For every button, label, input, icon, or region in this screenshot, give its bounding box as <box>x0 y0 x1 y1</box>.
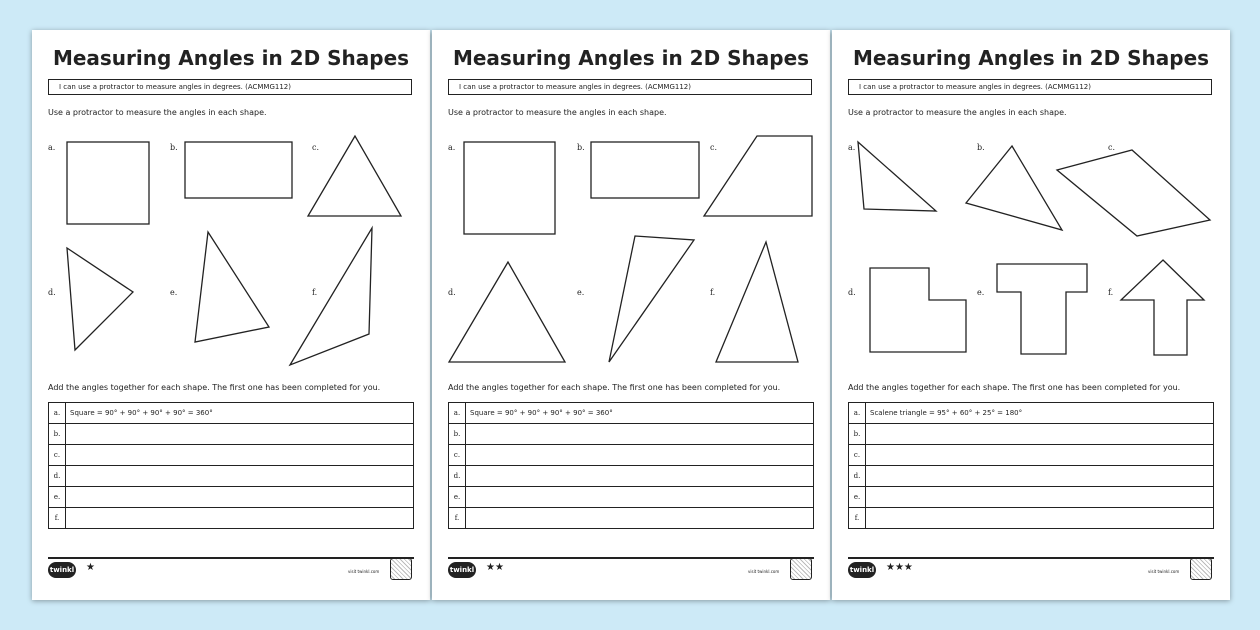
shape-d-triangle <box>67 248 133 350</box>
shape-e-triangle <box>609 236 694 362</box>
table-row <box>49 466 414 487</box>
answer-table <box>848 402 1214 529</box>
worksheet-title: Measuring Angles in 2D Shapes <box>52 46 410 70</box>
learning-objective: I can use a protractor to measure angles in degrees. (ACMMG112) <box>448 79 812 95</box>
shape-label-e: e. <box>170 288 178 297</box>
table-row <box>849 487 1214 508</box>
badge-icon <box>790 558 812 580</box>
answer-cell[interactable] <box>66 466 414 487</box>
measure-instruction: Use a protractor to measure the angles in each shape. <box>848 108 1067 117</box>
row-label: b. <box>449 424 466 445</box>
answer-table <box>448 402 814 529</box>
answer-cell[interactable] <box>66 424 414 445</box>
answer-cell[interactable] <box>66 487 414 508</box>
shape-b-rectangle <box>591 142 699 198</box>
answer-cell[interactable]: Scalene triangle = 95° + 60° + 25° = 180° <box>866 403 1214 424</box>
row-label: e. <box>849 487 866 508</box>
row-label: a. <box>449 403 466 424</box>
answer-cell[interactable] <box>466 508 814 529</box>
shapes-area <box>832 30 1230 400</box>
answer-cell[interactable] <box>466 466 814 487</box>
shape-b-rectangle <box>185 142 292 198</box>
shape-label-f: f. <box>312 288 318 297</box>
visit-link[interactable]: visit twinkl.com <box>348 569 380 574</box>
row-label: b. <box>849 424 866 445</box>
answer-cell[interactable] <box>466 445 814 466</box>
shape-f-triangle <box>716 242 798 362</box>
shape-d-l-shape <box>870 268 966 352</box>
measure-instruction: Use a protractor to measure the angles in each shape. <box>448 108 667 117</box>
shape-label-a: a. <box>48 143 56 152</box>
shape-label-e: e. <box>577 288 585 297</box>
table-row <box>49 424 414 445</box>
table-row <box>849 508 1214 529</box>
answer-cell[interactable] <box>866 508 1214 529</box>
shape-f-arrow <box>1121 260 1204 355</box>
shape-a-square <box>464 142 555 234</box>
learning-objective: I can use a protractor to measure angles in degrees. (ACMMG112) <box>848 79 1212 95</box>
shape-e-triangle <box>195 232 269 342</box>
twinkl-logo: twinkl <box>448 562 476 578</box>
shape-label-d: d. <box>848 288 856 297</box>
table-row <box>49 508 414 529</box>
answer-cell[interactable] <box>866 424 1214 445</box>
answer-cell[interactable] <box>466 424 814 445</box>
shape-e-t-shape <box>997 264 1087 354</box>
answer-table <box>48 402 414 529</box>
shape-label-b: b. <box>170 143 178 152</box>
shape-label-c: c. <box>1108 143 1116 152</box>
row-label: e. <box>49 487 66 508</box>
row-label: f. <box>49 508 66 529</box>
shape-label-c: c. <box>710 143 718 152</box>
shape-d-triangle <box>449 262 565 362</box>
answer-cell[interactable]: Square = 90° + 90° + 90° + 90° = 360° <box>466 403 814 424</box>
measure-instruction: Use a protractor to measure the angles in each shape. <box>48 108 267 117</box>
visit-link[interactable]: visit twinkl.com <box>748 569 780 574</box>
difficulty-stars: ★ <box>86 562 95 573</box>
shapes-area <box>32 30 430 400</box>
twinkl-logo: twinkl <box>48 562 76 578</box>
row-label: b. <box>49 424 66 445</box>
shape-label-f: f. <box>710 288 716 297</box>
worksheet-2 <box>432 30 830 600</box>
shape-label-d: d. <box>448 288 456 297</box>
shape-a-square <box>67 142 149 224</box>
add-instruction: Add the angles together for each shape. The first one has been completed for you. <box>848 383 1181 392</box>
row-label: e. <box>449 487 466 508</box>
table-row <box>449 487 814 508</box>
row-label: c. <box>449 445 466 466</box>
shape-c-triangle <box>308 136 401 216</box>
footer-divider <box>448 557 814 559</box>
learning-objective: I can use a protractor to measure angles in degrees. (ACMMG112) <box>48 79 412 95</box>
difficulty-stars: ★★★ <box>886 562 913 573</box>
shape-label-e: e. <box>977 288 985 297</box>
shape-label-b: b. <box>577 143 585 152</box>
row-label: d. <box>849 466 866 487</box>
table-row <box>49 403 414 424</box>
footer-divider <box>48 557 414 559</box>
answer-cell[interactable] <box>866 445 1214 466</box>
table-row <box>449 424 814 445</box>
twinkl-logo: twinkl <box>848 562 876 578</box>
row-label: a. <box>849 403 866 424</box>
table-row <box>849 403 1214 424</box>
shape-b-triangle <box>966 146 1062 230</box>
shape-c-parallelogram <box>1057 150 1210 236</box>
row-label: d. <box>449 466 466 487</box>
answer-cell[interactable] <box>66 445 414 466</box>
shape-f-triangle <box>290 228 372 365</box>
table-row <box>449 403 814 424</box>
worksheet-3 <box>832 30 1230 600</box>
add-instruction: Add the angles together for each shape. The first one has been completed for you. <box>48 383 381 392</box>
badge-icon <box>390 558 412 580</box>
table-row <box>449 466 814 487</box>
answer-cell[interactable] <box>866 487 1214 508</box>
answer-cell[interactable] <box>66 508 414 529</box>
shape-label-b: b. <box>977 143 985 152</box>
difficulty-stars: ★★ <box>486 562 504 573</box>
worksheet-1 <box>32 30 430 600</box>
shapes-area <box>432 30 830 400</box>
answer-cell[interactable]: Square = 90° + 90° + 90° + 90° = 360° <box>66 403 414 424</box>
footer-divider <box>848 557 1214 559</box>
table-row <box>849 466 1214 487</box>
table-row <box>449 508 814 529</box>
shape-label-a: a. <box>448 143 456 152</box>
table-row <box>49 487 414 508</box>
badge-icon <box>1190 558 1212 580</box>
answer-cell[interactable] <box>466 487 814 508</box>
row-label: d. <box>49 466 66 487</box>
row-label: f. <box>849 508 866 529</box>
row-label: c. <box>849 445 866 466</box>
answer-cell[interactable] <box>866 466 1214 487</box>
add-instruction: Add the angles together for each shape. The first one has been completed for you. <box>448 383 781 392</box>
row-label: c. <box>49 445 66 466</box>
worksheet-title: Measuring Angles in 2D Shapes <box>452 46 810 70</box>
worksheet-title: Measuring Angles in 2D Shapes <box>852 46 1210 70</box>
shape-a-scalene-triangle <box>858 142 936 211</box>
row-label: a. <box>49 403 66 424</box>
shape-label-c: c. <box>312 143 320 152</box>
table-row <box>449 445 814 466</box>
table-row <box>849 445 1214 466</box>
table-row <box>49 445 414 466</box>
table-row <box>849 424 1214 445</box>
shape-label-a: a. <box>848 143 856 152</box>
shape-label-f: f. <box>1108 288 1114 297</box>
visit-link[interactable]: visit twinkl.com <box>1148 569 1180 574</box>
row-label: f. <box>449 508 466 529</box>
shape-c-trapezium <box>704 136 812 216</box>
shape-label-d: d. <box>48 288 56 297</box>
